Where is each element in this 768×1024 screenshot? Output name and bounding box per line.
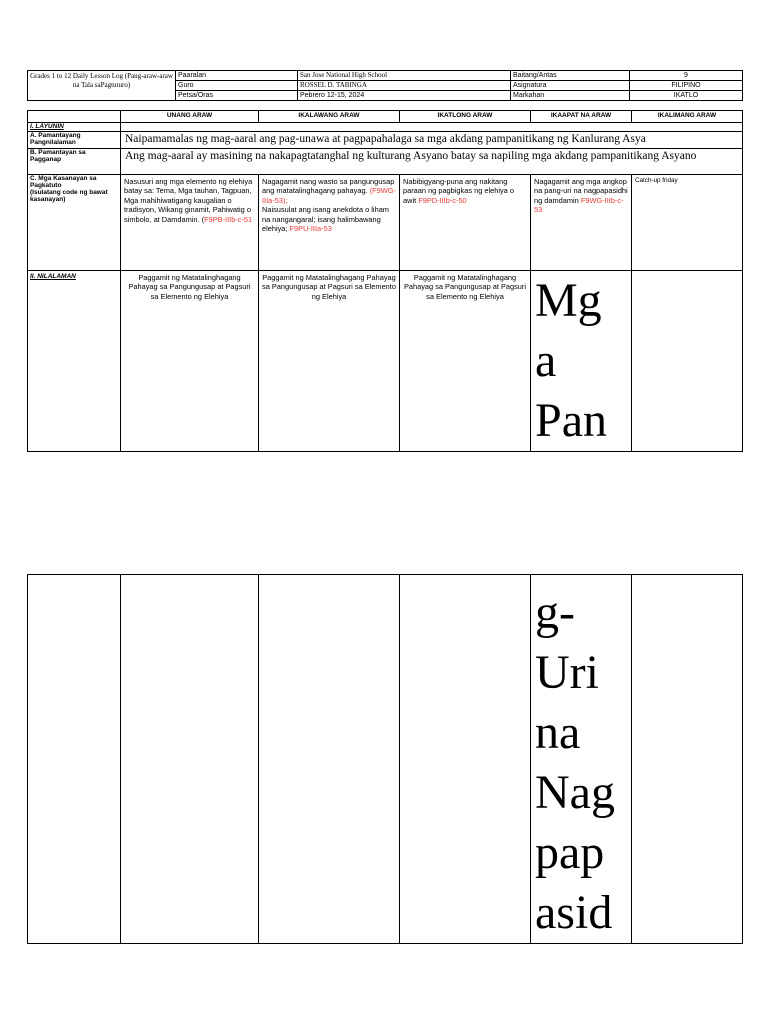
nilalaman-day4-line: Pan [535,394,607,447]
kasanayan-day2-text2: Naisusulat ang isang anekdota o liham na nangangaral; isang halimbawang elehiya; [262,205,389,234]
baitang-value: 9 [630,71,743,81]
day-header-4: IKAAPAT NA ARAW [531,111,632,123]
nilalaman-day4 [531,271,632,452]
kasanayan-sub: (Isulatang code ng bawat kasanayan) [30,189,108,203]
kasanayan-day4-code: F9WG-IIIb-c-53 [534,195,624,215]
kasanayan-day3-code: F9PD-IIIb-c-50 [418,195,467,205]
day-header-3: IKATLONG ARAW [400,111,531,123]
cont-day4-line: pap [535,826,605,879]
corner-cell [28,111,121,123]
kasanayan-day3-text: Nabibigyang-puna ang nakitang paraan ng pagbigkas ng elehiya o awit [403,177,514,205]
cont-day4 [531,575,632,944]
kasanayan-day4-text: Nagagamit ang mga angkop na pang-uri na nagpapasidhi ng damdamin [534,177,628,205]
cont-day3 [400,575,531,944]
kasanayan-day1-code: F9PB-IIIb-c-51 [204,214,253,224]
cont-day5 [632,575,743,944]
kasanayan-day2 [259,175,400,271]
pagganap-label: B. Pamantayan sa Pagganap [28,149,121,175]
cont-day4-line: g- [535,586,575,639]
baitang-label: Baitang/Antas [511,71,630,81]
layunin-label: I. LAYUNIN [28,123,121,132]
kasanayan-day2-text1: Nagagamit nang wasto sa pangungusap ang matatalinghagang pahayag. [262,177,395,196]
asignatura-label: Asignatura [511,81,630,91]
cont-day4-line: Nag [535,766,615,819]
cont-label-cell [28,575,121,944]
layunin-empty [121,123,743,132]
nilalaman-label: II. NILALAMAN [28,271,121,452]
nilalaman-day2: Paggamit ng Matatalinghagang Pahayag sa Pangungusap at Pagsuri sa Elemento ng Elehiya [259,271,400,452]
markahan-label: Markahan [511,91,630,101]
continuation-table [27,574,743,944]
paaralan-label: Paaralan [176,71,298,81]
day-header-5: IKALIMANG ARAW [632,111,743,123]
nilalaman-day1: Paggamit ng Matatalinghagang Pahayag sa Pangungusap at Pagsuri sa Elemento ng Elehiya [121,271,259,452]
day-header-1: UNANG ARAW [121,111,259,123]
kasanayan-day5: Catch-up friday [632,175,743,271]
kasanayan-day4 [531,175,632,271]
cont-day4-line: Uri [535,646,599,699]
nilalaman-day3: Paggamit ng Matatalinghagang Pahayag sa Pangungusap at Pagsuri sa Elemento ng Elehiya [400,271,531,452]
guro-value: ROSSEL D. TABINGA [298,81,511,91]
guro-label: Guro [176,81,298,91]
kasanayan-day2-code1: (F9WG-IIIa-53); [262,186,396,205]
pagganap-text: Ang mag-aaral ay masining na nakapagtatanghal ng kulturang Asyano batay sa napiling mga akdang pampanitikang Asyano [121,149,743,175]
paaralan-value: San Jose National High School [298,71,511,81]
lesson-log-header-table [27,70,743,101]
pamantayang-text: Naipamamalas ng mag-aaral ang pag-unawa at pagpapahalaga sa mga akdang pampanitikang ng Kanlurang Asya [121,132,743,149]
kasanayan-label [28,175,121,271]
petsa-value: Pebrero 12-15, 2024 [298,91,511,101]
cont-day1 [121,575,259,944]
petsa-label: Petsa/Oras [176,91,298,101]
kasanayan-day2-code2: F9PU-IIIa-53 [289,224,332,234]
kasanayan-label-text: C. Mga Kasanayan sa Pagkatuto [30,175,97,189]
cont-day2 [259,575,400,944]
cont-day4-line: na [535,706,581,759]
cont-day4-line: asid [535,886,613,939]
kasanayan-day1-text: Nasusuri ang mga elemento ng elehiya batay sa: Tema, Mga tauhan, Tagpuan, Mga mahihiwatigang kaugalian o tradisyon, Wikang ginamit, Pahiwatig o simbolo, at Damdamin. ( [124,177,253,224]
nilalaman-day5 [632,271,743,452]
markahan-value: IKATLO [630,91,743,101]
nilalaman-day4-line: Mg [535,274,602,327]
lesson-log-title: Grades 1 to 12 Daily Lesson Log (Pang-araw-araw na Tala saPagtuturo) [28,71,176,101]
asignatura-value: FILIPINO [630,81,743,91]
lesson-log-main-table [27,110,743,452]
pamantayang-label: A. Pamantayang Pangnilalaman [28,132,121,149]
kasanayan-day3 [400,175,531,271]
day-header-2: IKALAWANG ARAW [259,111,400,123]
kasanayan-day1 [121,175,259,271]
nilalaman-day4-line: a [535,334,557,387]
